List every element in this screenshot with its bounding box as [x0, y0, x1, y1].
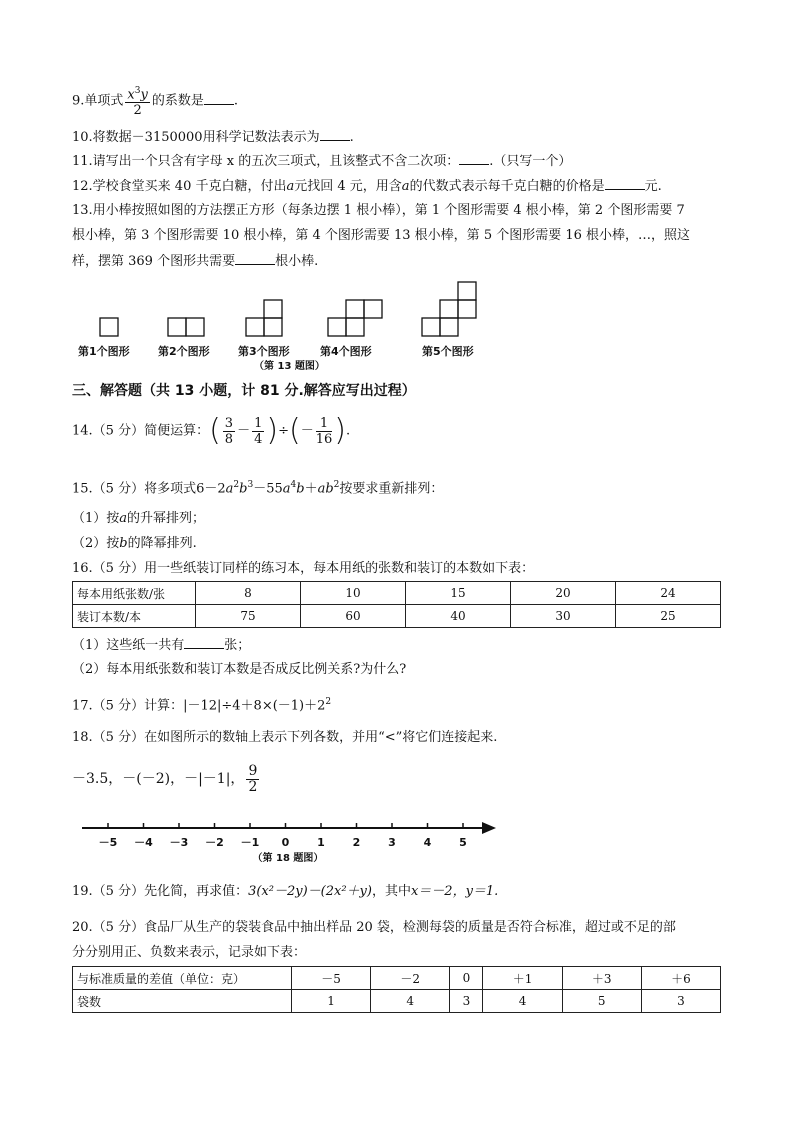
question-15-part-2: （2）按b的降幂排列. [72, 536, 197, 551]
q13-figure [70, 272, 510, 372]
tick-label: 2 [352, 836, 361, 849]
answer-blank[interactable] [235, 252, 275, 265]
answer-blank[interactable] [605, 177, 645, 190]
figure-caption: （第 13 题图） [254, 361, 325, 372]
question-19: 19.（5 分）先化简，再求值：3(x²－2y)－(2x²＋y)，其中x＝－2，y＝1. [72, 884, 499, 899]
tick-label: 3 [388, 836, 396, 849]
section-3-heading: 三、解答题（共 13 小题，计 81 分.解答应写出过程） [72, 383, 416, 399]
question-12: 12.学校食堂买来 40 千克白糖，付出a元找回 4 元，用含a的代数式表示每千克白糖的价格是 元. [72, 179, 662, 194]
question-20-line2: 分分别用正、负数来表示，记录如下表： [72, 945, 307, 960]
question-9: 9.单项式 $\frac{x^3y}{2}$ 的系数是 . [72, 86, 238, 119]
answer-blank[interactable] [320, 128, 350, 141]
question-13-line1: 13.用小棒按照如图的方法摆正方形（每条边摆 1 根小棒），第 1 个图形需要 4 根小棒，第 2 个图形需要 7 [72, 203, 685, 218]
figure-label-5: 第5个图形 [422, 345, 474, 358]
tick-label: －3 [169, 836, 189, 849]
number-line-caption: （第 18 题图） [252, 853, 324, 864]
question-13-line2: 根小棒，第 3 个图形需要 10 根小棒，第 4 个图形需要 13 根小棒，第 5 个图形需要 16 根小棒，…，照这 [72, 228, 691, 243]
q9-fraction: $\frac{x^3y}{2}$ [127, 86, 148, 119]
tick-label: －1 [240, 836, 260, 849]
table-row: 装订本数/本 75 60 40 30 25 [73, 605, 721, 628]
q20-table [72, 966, 721, 1013]
answer-blank[interactable] [459, 152, 489, 165]
tick-label: －2 [205, 836, 224, 849]
question-20-line1: 20.（5 分）食品厂从生产的袋装食品中抽出样品 20 袋，检测每袋的质量是否符合标准，超过或不足的部 [72, 920, 676, 935]
question-16: 16.（5 分）用一些纸装订同样的练习本，每本用纸的张数和装订的本数如下表： [72, 561, 535, 576]
figure-label-2: 第2个图形 [158, 345, 210, 358]
figure-label-1: 第1个图形 [78, 345, 130, 358]
figure-label-4: 第4个图形 [320, 345, 372, 358]
question-11: 11.请写出一个只含有字母 x 的五次三项式，且该整式不含二次项： .（只写一个） [72, 154, 572, 169]
question-18: 18.（5 分）在如图所示的数轴上表示下列各数，并用“<”将它们连接起来. [72, 730, 498, 745]
q9-prefix: 9.单项式 [72, 93, 124, 109]
figure-label-3: 第3个图形 [238, 345, 290, 358]
tick-label: －5 [98, 836, 118, 849]
figure-2-squares [168, 318, 204, 336]
figure-5-squares [422, 282, 476, 336]
question-17: 17.（5 分）计算：$|-12|\div 4+8\times(-1)+2^2$ [72, 697, 332, 714]
question-16-part-1: （1）这些纸一共有 张； [72, 638, 251, 653]
tick-label: 1 [317, 836, 325, 849]
q16-table [72, 581, 721, 628]
tick-label: 0 [281, 836, 290, 849]
question-13-line3: 样，摆第 369 个图形共需要 根小棒. [72, 254, 319, 269]
question-10: 10.将数据－3150000用科学记数法表示为 . [72, 130, 354, 145]
tick-label: 4 [423, 836, 432, 849]
question-15: 15.（5 分）将多项式$6-2a^2b^3-55a^4b+ab^2$按要求重新排列： [72, 480, 444, 497]
table-row: 每本用纸张数/张 8 10 15 20 24 [73, 582, 721, 605]
answer-blank[interactable] [184, 636, 224, 649]
table-row: 袋数 1 4 3 4 5 3 [73, 990, 721, 1013]
question-14: 14.（5 分）简便运算：( $\frac{3}{8}$ － $\frac{1}{4}$ )÷(－ $\frac{1}{16}$ ). [72, 413, 351, 448]
number-line [76, 816, 506, 866]
figure-4-squares [328, 300, 382, 336]
tick-label: 5 [459, 836, 467, 849]
figure-3-squares [246, 300, 282, 336]
question-15-part-1: （1）按a的升幂排列； [72, 511, 206, 526]
table-row: 与标准质量的差值（单位：克） －5 －2 0 ＋1 ＋3 ＋6 [73, 967, 721, 990]
answer-blank[interactable] [204, 92, 234, 105]
question-16-part-2: （2）每本用纸张数和装订本数是否成反比例关系?为什么? [72, 662, 407, 677]
question-18-numbers: －3.5，－(－2)，－|－1|， $\frac{9}{2}$ [72, 762, 258, 795]
tick-label: －4 [134, 836, 153, 849]
figure-1-squares [100, 318, 118, 336]
